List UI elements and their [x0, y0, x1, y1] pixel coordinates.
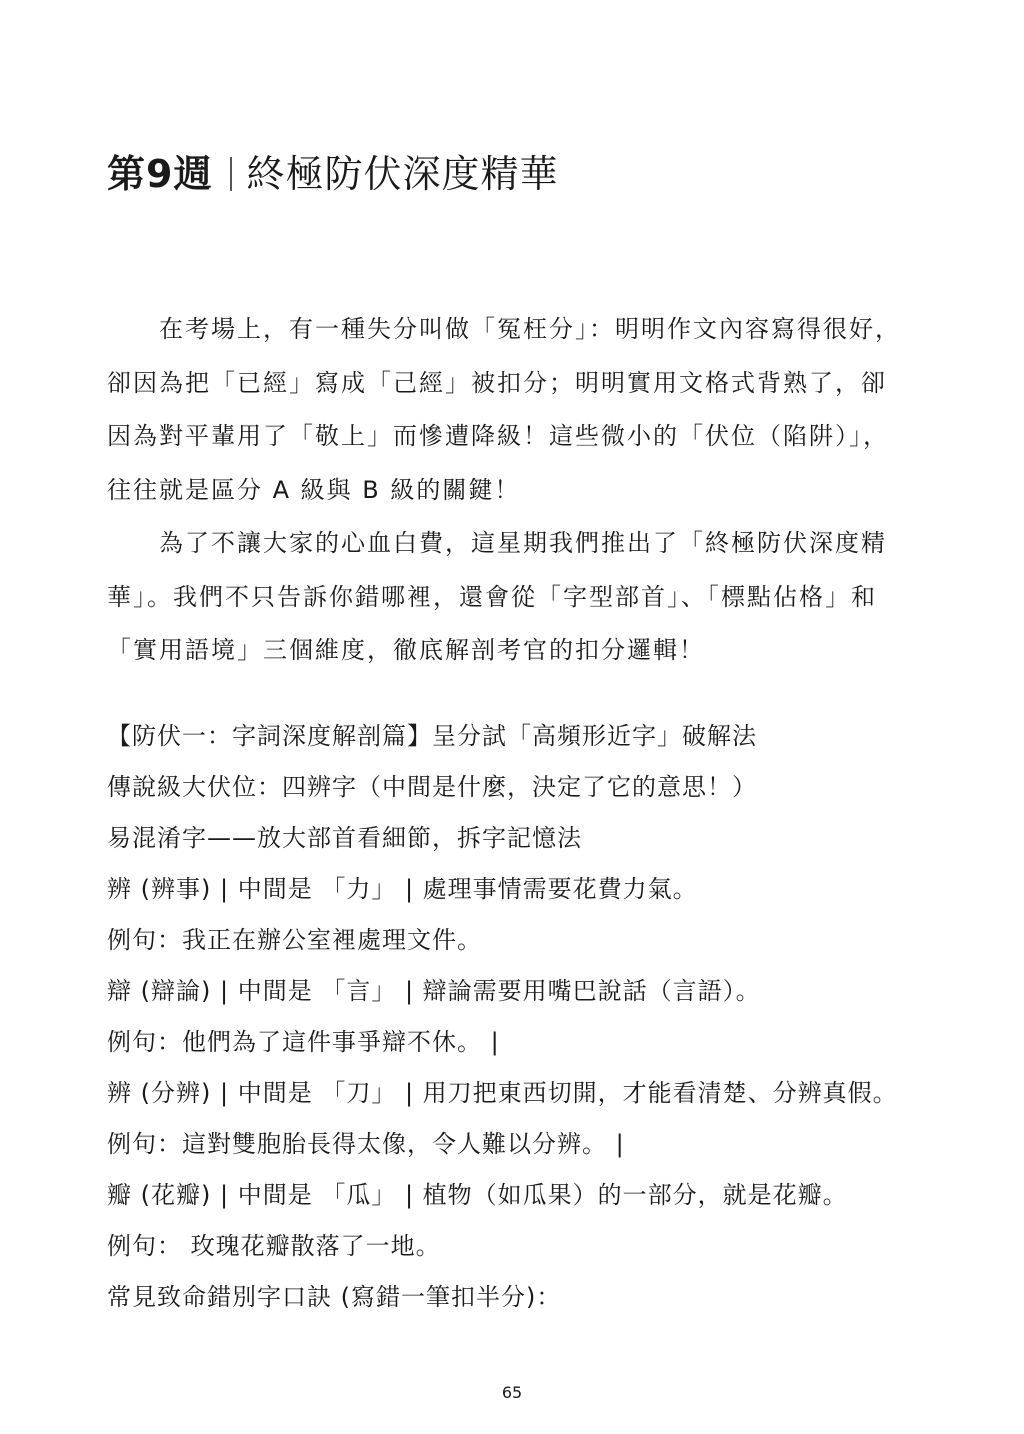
word-entry: 辨 (分辨) | 中間是 「刀」 | 用刀把東西切開，才能看清楚、分辨真假。 [107, 1079, 898, 1107]
text-line: 易混淆字——放大部首看細節，拆字記憶法 [107, 824, 582, 852]
example-sentence: 例句：我正在辦公室裡處理文件。 [107, 926, 482, 954]
week-label: 第9週 [107, 152, 213, 196]
example-sentence: 例句：他們為了這件事爭辯不休。 | [107, 1028, 500, 1056]
page-number: 65 [501, 1383, 523, 1402]
intro-paragraph-1: 在考場上，有一種失分叫做「冤枉分」：明明作文內容寫得很好，卻因為把「已經」寫成「己經」被扣分；明明實用文格式背熟了，卻因為對平輩用了「敬上」而慘遭降級！這些微小的「伏位（陷阱）」，往往就是區分 A 級與 B 級的關鍵！ [107, 315, 901, 504]
example-sentence: 例句：這對雙胞胎長得太像，令人難以分辨。 | [107, 1130, 625, 1158]
intro-paragraph-2: 為了不讓大家的心血白費，這星期我們推出了「終極防伏深度精華」。我們不只告訴你錯哪裡，還會從「字型部首」、「標點佔格」和「實用語境」三個維度，徹底解剖考官的扣分邏輯！ [107, 529, 887, 664]
title-divider [230, 157, 232, 191]
section-heading: 【防伏一：字詞深度解剖篇】呈分試「高頻形近字」破解法 [107, 722, 757, 750]
intro-section [107, 303, 907, 678]
example-sentence: 例句： 玫瑰花瓣散落了一地。 [107, 1232, 441, 1260]
word-entry: 辨 (辨事) | 中間是 「力」 | 處理事情需要花費力氣。 [107, 875, 698, 903]
title-name: 終極防伏深度精華 [246, 152, 559, 196]
page-title [107, 148, 558, 200]
word-entry: 瓣 (花瓣) | 中間是 「瓜」 | 植物（如瓜果）的一部分，就是花瓣。 [107, 1181, 848, 1209]
word-entry: 辯 (辯論) | 中間是 「言」 | 辯論需要用嘴巴說話（言語）。 [107, 977, 761, 1005]
content-section [107, 711, 937, 1323]
text-line: 傳說級大伏位：四辨字（中間是什麼，決定了它的意思！） [107, 773, 757, 801]
text-line: 常見致命錯別字口訣 (寫錯一筆扣半分)： [107, 1283, 562, 1311]
